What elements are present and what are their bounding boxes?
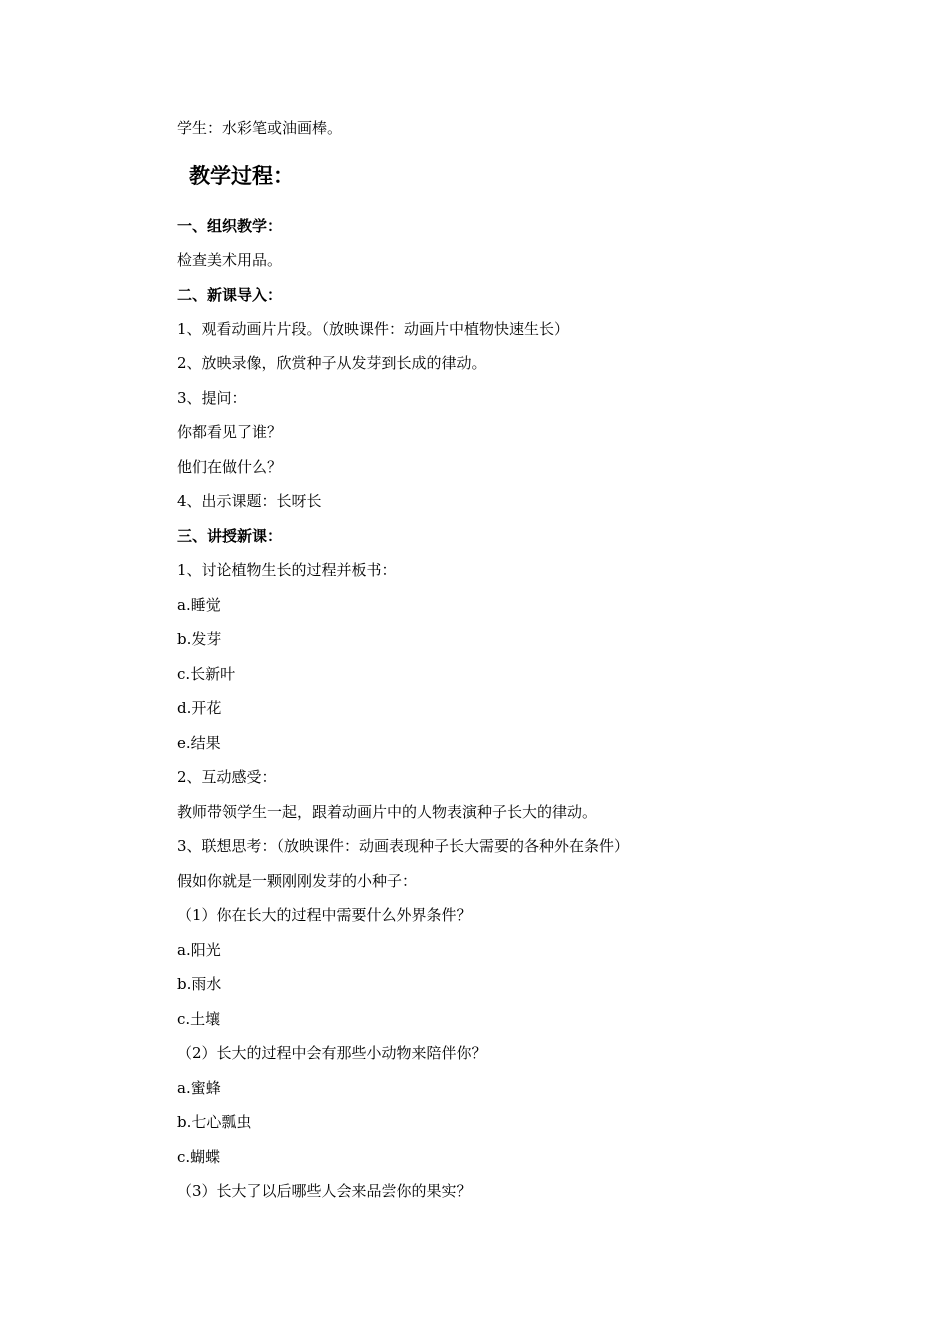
list-item: c.长新叶: [177, 665, 236, 683]
text-line-students-materials: 学生：水彩笔或油画棒。: [177, 119, 343, 137]
list-item: b.发芽: [177, 630, 222, 648]
text-line: 1、讨论植物生长的过程并板书：: [177, 561, 397, 579]
text-line: 他们在做什么？: [177, 458, 283, 476]
question-line: （1）你在长大的过程中需要什么外界条件？: [177, 906, 472, 924]
list-item: a.睡觉: [177, 596, 221, 614]
question-line: （2）长大的过程中会有那些小动物来陪伴你？: [177, 1044, 487, 1062]
text-line: 2、放映录像，欣赏种子从发芽到长成的律动。: [177, 354, 487, 372]
text-line: 3、提问：: [177, 389, 247, 407]
text-line: 3、联想思考：（放映课件：动画表现种子长大需要的各种外在条件）: [177, 837, 630, 855]
section-heading-teaching-process: 教学过程：: [189, 163, 294, 188]
subheading-new-lesson: 三、讲授新课：: [177, 527, 283, 545]
text-line: 2、互动感受：: [177, 768, 277, 786]
list-item: a.阳光: [177, 941, 221, 959]
list-item: c.蝴蝶: [177, 1148, 221, 1166]
subheading-introduction: 二、新课导入：: [177, 286, 283, 304]
list-item: c.土壤: [177, 1010, 221, 1028]
subheading-organize: 一、组织教学：: [177, 217, 283, 235]
list-item: a.蜜蜂: [177, 1079, 221, 1097]
list-item: b.雨水: [177, 975, 222, 993]
question-line: （3）长大了以后哪些人会来品尝你的果实？: [177, 1182, 472, 1200]
text-line: 教师带领学生一起，跟着动画片中的人物表演种子长大的律动。: [177, 803, 598, 821]
text-line: 检查美术用品。: [177, 251, 283, 269]
list-item: e.结果: [177, 734, 221, 752]
list-item: b.七心瓢虫: [177, 1113, 252, 1131]
text-line: 1、观看动画片片段。（放映课件：动画片中植物快速生长）: [177, 320, 570, 338]
text-line: 假如你就是一颗刚刚发芽的小种子：: [177, 872, 418, 890]
text-line: 你都看见了谁？: [177, 423, 283, 441]
text-line: 4、出示课题：长呀长: [177, 492, 322, 510]
list-item: d.开花: [177, 699, 222, 717]
